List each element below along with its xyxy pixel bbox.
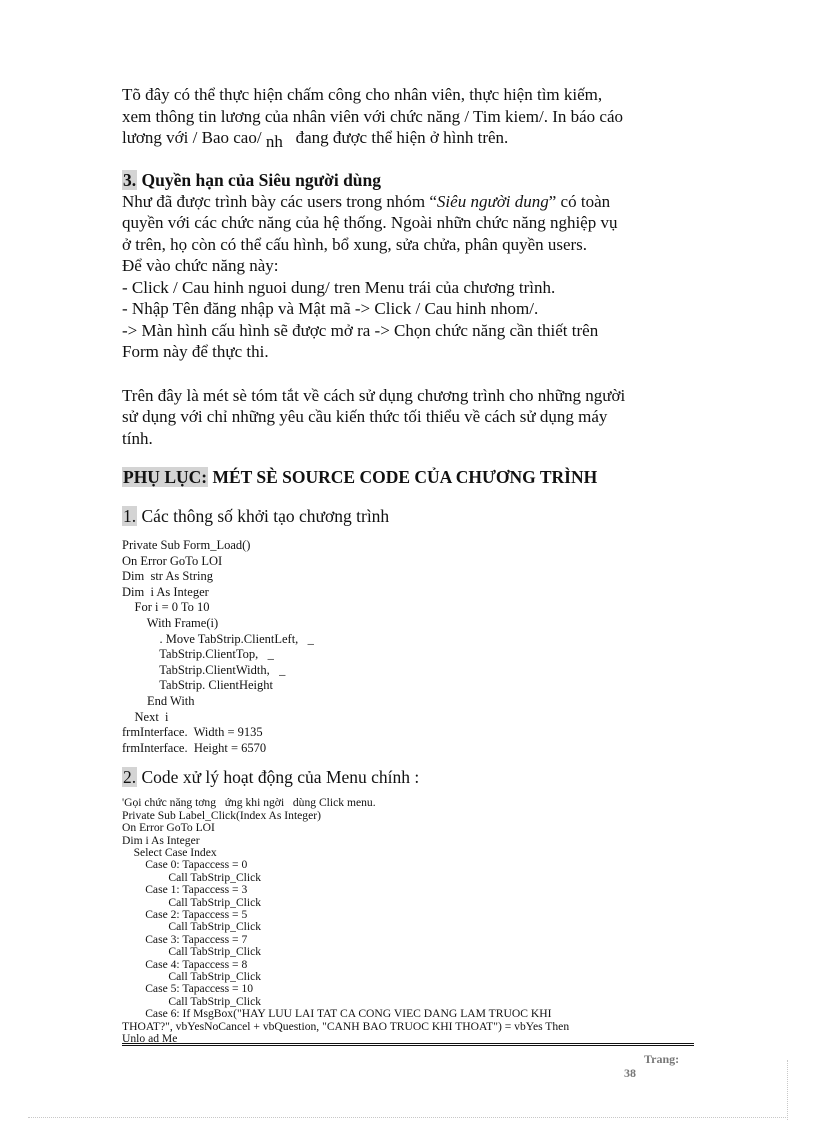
code-2-line: Call TabStrip_Click bbox=[122, 994, 262, 1008]
sub-2-heading bbox=[122, 766, 694, 788]
code-2-line: Call TabStrip_Click bbox=[122, 920, 262, 934]
code-1-line: With Frame(i) bbox=[122, 615, 219, 630]
code-1-line: On Error GoTo LOI bbox=[122, 553, 223, 568]
code-2-line: Call TabStrip_Click bbox=[122, 945, 262, 959]
code-1-line: Dim i As Integer bbox=[122, 584, 209, 599]
code-1-line: TabStrip. ClientHeight bbox=[122, 678, 273, 693]
intro-line-3 bbox=[122, 127, 694, 153]
code-2-line: Call TabStrip_Click bbox=[122, 895, 262, 909]
section-3-line-1-italic: Siêu người dung bbox=[436, 191, 549, 211]
code-2-line: Unlo ad Me bbox=[122, 1032, 178, 1046]
code-block-menu-click bbox=[122, 797, 694, 1045]
summary-line-1: Trên đây là mét sè tóm tắt về cách sử dụng chương trình cho những người bbox=[122, 385, 626, 405]
section-3-line-3: ở trên, họ còn có thể cấu hình, bổ xung, sửa chửa, phân quyền users. bbox=[122, 234, 588, 254]
section-3-line-1-c: ” có toàn bbox=[548, 191, 611, 211]
section-3-line-8: Form này để thực thi. bbox=[122, 342, 269, 361]
section-3-line-7: -> Màn hình cấu hình sẽ được mở ra -> Chọn chức năng cần thiết trên bbox=[122, 320, 599, 340]
sub-1-heading bbox=[122, 505, 694, 527]
code-2-line: Case 6: If MsgBox("HAY LUU LAI TAT CA CONG VIEC DANG LAM TRUOC KHI bbox=[122, 1007, 552, 1021]
section-3-line-4: Để vào chức năng này: bbox=[122, 256, 279, 275]
code-2-line: On Error GoTo LOI bbox=[122, 821, 215, 835]
appendix-title: MÉT SÈ SOURCE CODE CỦA CHƯƠNG TRÌNH bbox=[212, 467, 598, 487]
section-3-title: Quyền hạn của Siêu người dùng bbox=[141, 169, 382, 190]
sub-2-title: Code xử lý hoạt động của Menu chính : bbox=[141, 767, 420, 788]
code-1-line: frmInterface. Width = 9135 bbox=[122, 725, 263, 740]
page-number: 38 bbox=[624, 1066, 636, 1080]
code-1-line: . Move TabStrip.ClientLeft, _ bbox=[122, 631, 314, 646]
intro-line-1: Tõ đây có thể thực hiện chấm công cho nhân viên, thực hiện tìm kiếm, bbox=[122, 85, 603, 104]
code-1-line: TabStrip.ClientTop, _ bbox=[122, 647, 274, 662]
summary-line-2: sử dụng với chỉ những yêu cầu kiến thức tối thiểu về cách sử dụng máy bbox=[122, 407, 608, 426]
section-3-line-2: quyền với các chức năng của hệ thống. Ngoài nhữn chức năng nghiệp vụ bbox=[122, 213, 618, 232]
code-2-line: THOAT?", vbYesNoCancel + vbQuestion, "CANH BAO TRUOC KHI THOAT") = vbYes Then bbox=[122, 1019, 570, 1033]
page-label: Trang: bbox=[644, 1052, 680, 1066]
code-2-line: 'Gọi chức năng tơng ứng khi ngời dùng Click menu. bbox=[122, 796, 376, 810]
sub-1-title: Các thông số khởi tạo chương trình bbox=[141, 506, 390, 526]
intro-line-3-a: lương với / Bao cao/ bbox=[122, 128, 262, 147]
intro-line-3-b: nh bbox=[265, 132, 283, 151]
code-2-line: Case 1: Tapaccess = 3 bbox=[122, 883, 248, 897]
section-3-line-1-a: Như đã được trình bày các users trong nhóm “ bbox=[122, 191, 437, 211]
page-border-dotted-vertical bbox=[787, 1060, 788, 1120]
section-3-number: 3. bbox=[123, 169, 137, 190]
code-1-line: For i = 0 To 10 bbox=[122, 600, 210, 615]
section-3-line-6: - Nhập Tên đăng nhập và Mật mã -> Click / Cau hinh nhom/. bbox=[122, 299, 539, 318]
intro-line-3-c: đang được thể hiện ở hình trên. bbox=[295, 128, 509, 147]
code-1-line: Dim str As String bbox=[122, 569, 213, 584]
code-2-line: Case 2: Tapaccess = 5 bbox=[122, 907, 248, 921]
code-1-line: frmInterface. Height = 6570 bbox=[122, 740, 267, 755]
page-border-dotted bbox=[28, 1117, 788, 1118]
summary-line-3: tính. bbox=[122, 428, 153, 448]
document-page bbox=[122, 84, 694, 1045]
appendix-label: PHỤ LỤC: bbox=[123, 467, 208, 487]
code-1-line: Next i bbox=[122, 709, 169, 724]
sub-2-number: 2. bbox=[123, 767, 137, 788]
code-1-line: Private Sub Form_Load() bbox=[122, 538, 251, 552]
code-block-form-load bbox=[122, 538, 694, 756]
section-3-heading bbox=[122, 169, 694, 191]
code-2-line: Select Case Index bbox=[122, 845, 217, 859]
footer-rule bbox=[122, 1043, 694, 1049]
intro-line-2: xem thông tin lương của nhân viên với chức năng / Tim kiem/. In báo cáo bbox=[122, 106, 623, 126]
code-2-line: Private Sub Label_Click(Index As Integer) bbox=[122, 808, 321, 822]
code-2-line: Case 0: Tapaccess = 0 bbox=[122, 858, 248, 872]
section-3-line-5: - Click / Cau hinh nguoi dung/ tren Menu trái của chương trình. bbox=[122, 277, 556, 297]
code-1-line: End With bbox=[122, 693, 195, 708]
section-3-line-1 bbox=[122, 191, 694, 213]
code-2-line: Call TabStrip_Click bbox=[122, 870, 262, 884]
code-2-line: Case 5: Tapaccess = 10 bbox=[122, 982, 254, 996]
code-2-line: Call TabStrip_Click bbox=[122, 970, 262, 983]
appendix-heading bbox=[122, 466, 694, 488]
code-2-line: Dim i As Integer bbox=[122, 833, 200, 847]
code-2-line: Case 3: Tapaccess = 7 bbox=[122, 932, 248, 946]
sub-1-number: 1. bbox=[123, 506, 137, 526]
code-2-line: Case 4: Tapaccess = 8 bbox=[122, 957, 248, 971]
code-1-line: TabStrip.ClientWidth, _ bbox=[122, 662, 286, 677]
